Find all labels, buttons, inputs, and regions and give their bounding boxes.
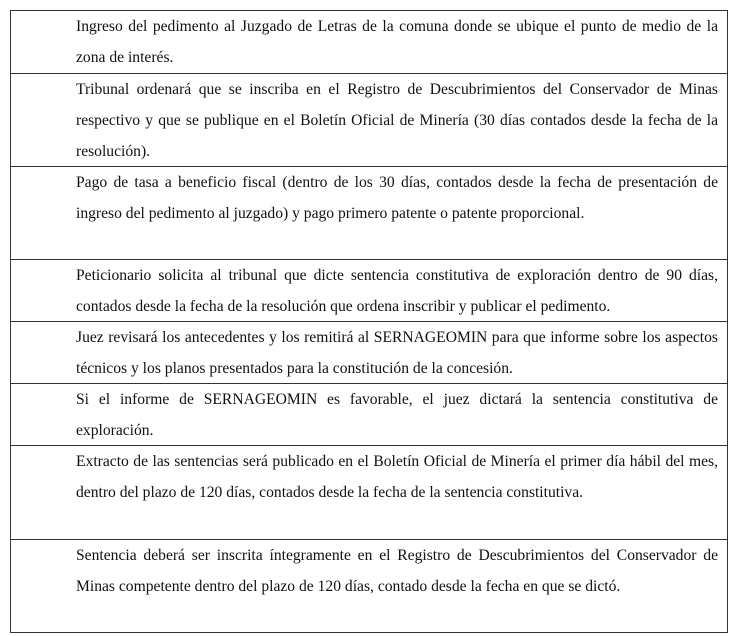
step-5-text: Juez revisará los antecedentes y los remitirá al SERNAGEOMIN para que informe sobre los aspectos técnicos y los planos presentados para la constitución de la concesión. xyxy=(76,329,718,377)
step-6-text: Si el informe de SERNAGEOMIN es favorable, el juez dictará la sentencia constitutiva de exploración. xyxy=(76,391,718,439)
table-cell xyxy=(11,11,728,74)
table-row xyxy=(11,322,728,384)
step-8-text: Sentencia deberá ser inscrita íntegramente en el Registro de Descubrimientos del Conservador de Minas competente dentro del plazo de 120 días, contado desde la fecha en que se dictó. xyxy=(76,547,718,595)
table-row xyxy=(11,540,728,633)
step-7-text: Extracto de las sentencias será publicado en el Boletín Oficial de Minería el primer día hábil del mes, dentro del plazo de 120 días, contados desde la fecha de la sentencia constitutiva. xyxy=(76,453,718,501)
table-cell xyxy=(11,167,728,260)
table-row xyxy=(11,446,728,540)
procedure-steps-table xyxy=(10,10,728,633)
table-cell xyxy=(11,322,728,384)
step-4-text: Peticionario solicita al tribunal que dicte sentencia constitutiva de exploración dentro de 90 días, contados desde la fecha de la resolución que ordena inscribir y publicar el pedimento. xyxy=(76,267,718,315)
table-cell xyxy=(11,74,728,167)
table-cell xyxy=(11,446,728,540)
table-cell xyxy=(11,540,728,633)
table-row xyxy=(11,74,728,167)
table-row xyxy=(11,384,728,446)
table-row xyxy=(11,11,728,74)
step-2-text: Tribunal ordenará que se inscriba en el Registro de Descubrimientos del Conservador de Minas respectivo y que se publique en el Boletín Oficial de Minería (30 días contados desde la fecha de la resolución). xyxy=(76,81,718,160)
table-row xyxy=(11,260,728,322)
step-1-text: Ingreso del pedimento al Juzgado de Letras de la comuna donde se ubique el punto de medio de la zona de interés. xyxy=(76,18,718,66)
table-row xyxy=(11,167,728,260)
table-cell xyxy=(11,384,728,446)
table-cell xyxy=(11,260,728,322)
step-3-text: Pago de tasa a beneficio fiscal (dentro de los 30 días, contados desde la fecha de presentación de ingreso del pedimento al juzgado) y pago primero patente o patente proporcional. xyxy=(76,174,718,222)
